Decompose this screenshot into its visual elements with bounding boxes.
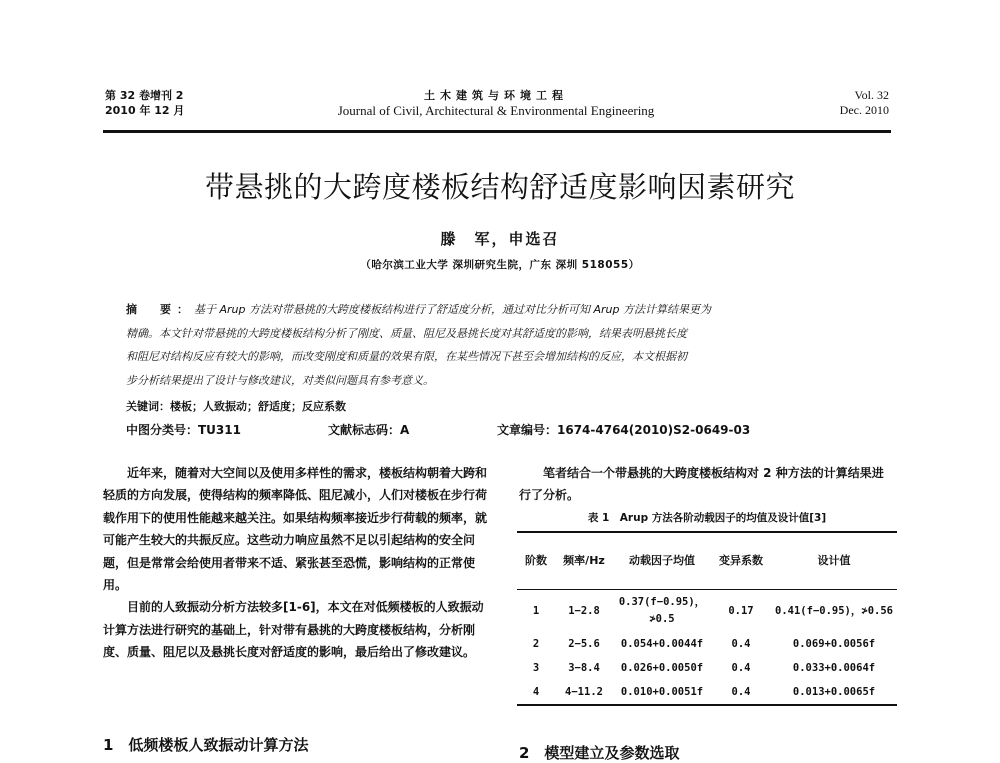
header-volume-en: Vol. 32 Dec. 2010 (839, 88, 889, 117)
document-code: 文献标志码：A (328, 423, 410, 437)
table-cell: 1 (532, 604, 540, 617)
table-cell: 0.033+0.0064f (792, 662, 876, 674)
abstract-line: 步分析结果提出了设计与修改建议，对类似问题具有参考意义。 (126, 373, 434, 387)
article-number: 文章编号：1674-4764(2010)S2-0649-03 (497, 423, 751, 437)
body-paragraph: 目前的人致振动分析方法较多[1-6]，本文在对低频楼板的人致振动计算方法进行研究的基础上，针对带有悬挑的大跨度楼板结构，分析刚度、质量、阻尼以及悬挑长度对舒适度的影响，最后给出了修改建议。 (103, 600, 484, 660)
table-cell: 3−8.4 (568, 662, 600, 674)
abstract-line: 摘 要：基于 Arup 方法对带悬挑的大跨度楼板结构进行了舒适度分析，通过对比分析可知 Arup 方法计算结果更为 (126, 303, 711, 316)
abstract (126, 298, 882, 392)
table-header-cell: 频率/Hz (555, 532, 613, 590)
clc-number: 中图分类号：TU311 (126, 423, 241, 437)
body-paragraph: 近年来，随着对大空间以及使用多样性的需求，楼板结构朝着大跨和轻质的方向发展，使得结构的频率降低、阻尼减小，人们对楼板在步行荷载作用下的使用性能越来越关注。如果结构频率接近步行荷载的频率，就可能产生较大的共振反应。这些动力响应虽然不足以引起结构的安全问题，但是常常会给使用者带来不适、紧张甚至恐慌，影响结构的正常使用。 (103, 466, 488, 593)
table-cell: 0.054+0.0044f (620, 638, 704, 650)
table-cell: 0.17 (728, 604, 754, 617)
running-header (103, 88, 889, 134)
table-header-row (517, 532, 897, 590)
table-row (517, 590, 897, 633)
table-cell: 0.37(f−0.95)，≯0.5 (618, 596, 706, 625)
abstract-line: 精确。本文针对带悬挑的大跨度楼板结构分析了刚度、质量、阻尼及悬挑长度对其舒适度的影响，结果表明悬挑长度 (126, 326, 687, 340)
paper-authors: 滕 军，申选召 (440, 230, 560, 248)
table-cell: 3 (532, 662, 540, 674)
table-cell: 0.013+0.0065f (771, 680, 897, 705)
header-journal-name: 土木建筑与环境工程 Journal of Civil, Architectural & Environmental Engineering (337, 89, 655, 118)
paper-affiliation: （哈尔滨工业大学 深圳研究生院，广东 深圳 518055） (360, 259, 640, 271)
keywords: 关键词：楼板；人致振动；舒适度；反应系数 (126, 400, 346, 413)
table-cell: 2−5.6 (568, 638, 600, 650)
table-cell: 0.4 (711, 680, 771, 705)
table-row (517, 680, 897, 705)
section-heading-2: 2 模型建立及参数选取 (519, 744, 680, 762)
table-cell: 1−2.8 (568, 604, 600, 617)
table-cell: 4−11.2 (555, 680, 613, 705)
header-rule (103, 130, 891, 133)
abstract-line: 和阻尼对结构反应有较大的影响，而改变刚度和质量的效果有限，在某些情况下甚至会增加结构的反应，本文根据初 (126, 350, 687, 364)
right-column (519, 462, 895, 507)
table-caption: 表 1 Arup 方法各阶动载因子的均值及设计值[3] (587, 512, 827, 524)
table-row (517, 632, 897, 656)
table-header-cell: 设计值 (771, 532, 897, 590)
table-cell: 0.010+0.0051f (613, 680, 711, 705)
paper-title: 带悬挑的大跨度楼板结构舒适度影响因素研究 (204, 170, 795, 204)
table-row (517, 656, 897, 680)
header-volume-info: 第 32 卷增刊 2 2010 年 12 月 (105, 89, 185, 117)
table-header-cell: 阶数 (517, 532, 555, 590)
table-cell: 0.4 (731, 638, 751, 650)
table-cell: 0.026+0.0050f (620, 662, 704, 674)
table-header-cell: 动载因子均值 (613, 532, 711, 590)
data-table (517, 531, 897, 706)
body-paragraph: 笔者结合一个带悬挑的大跨度楼板结构对 2 种方法的计算结果进行了分析。 (519, 466, 884, 503)
table-header-cell: 变异系数 (711, 532, 771, 590)
table-cell: 0.069+0.0056f (792, 638, 876, 650)
abstract-label: 摘 要： (126, 303, 194, 316)
section-heading-1: 1 低频楼板人致振动计算方法 (103, 736, 309, 754)
table-cell: 0.4 (731, 662, 751, 674)
table-cell: 2 (532, 638, 540, 650)
left-column (103, 462, 487, 664)
table-cell: 4 (517, 680, 555, 705)
table-cell: 0.41(f−0.95)，≯0.56 (775, 604, 893, 617)
